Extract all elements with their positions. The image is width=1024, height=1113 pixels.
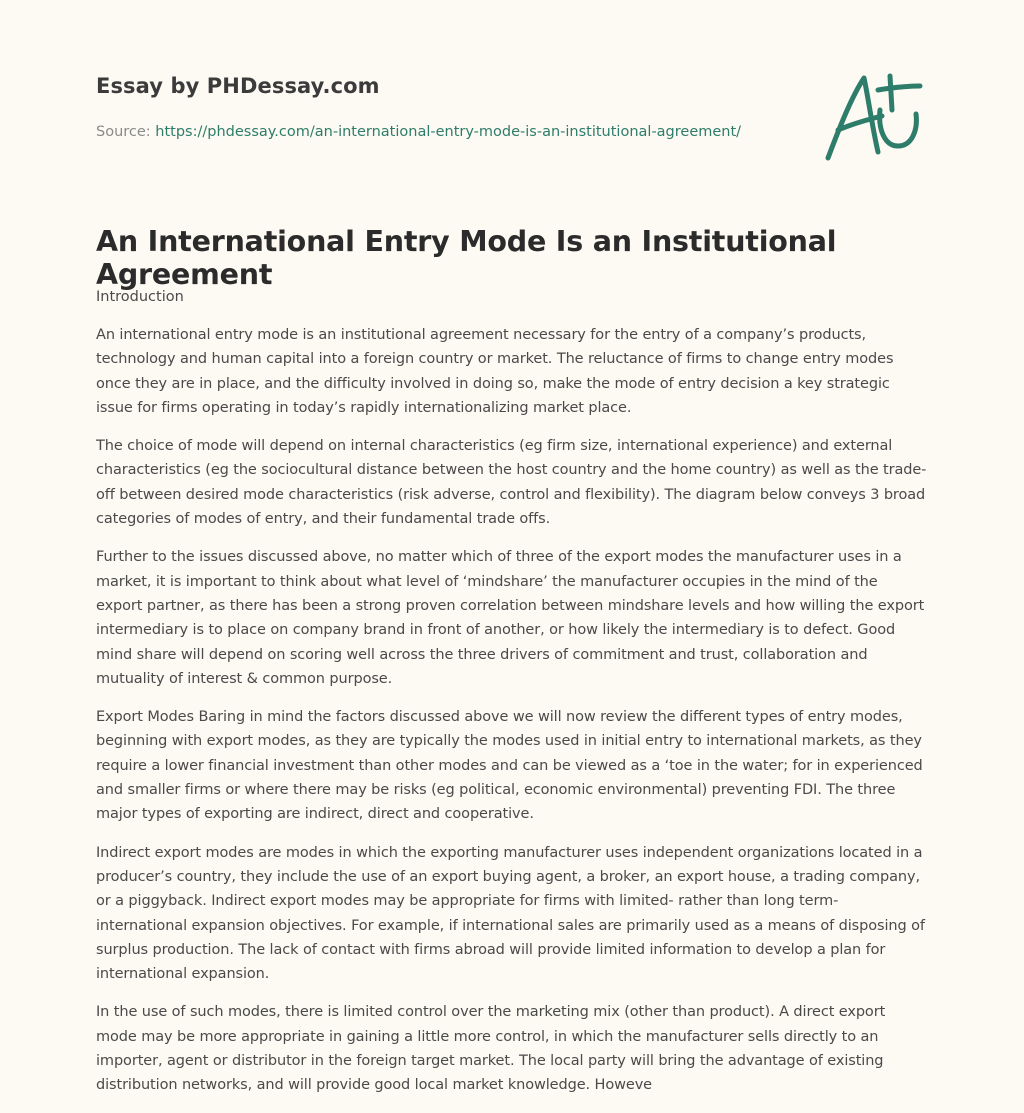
essay-title: An International Entry Mode Is an Institutional Agreement	[96, 225, 837, 291]
a-plus-logo-icon	[820, 66, 930, 166]
essay-paragraph: An international entry mode is an institutional agreement necessary for the entry of a company’s products, technology and human capital into a foreign country or market. The reluctance of firms to change entry modes once they are in place, and the difficulty involved in doing so, make the mode of entry decision a key strategic issue for firms operating in today’s rapidly internationalizing market place.	[96, 327, 894, 416]
essay-paragraph: The choice of mode will depend on internal characteristics (eg firm size, international experience) and external characteristics (eg the sociocultural distance between the host country and the home country) as well as the trade-off between desired mode characteristics (risk adverse, control and flexibility). The diagram below conveys 3 broad categories of modes of entry, and their fundamental trade offs.	[96, 438, 927, 528]
essay-paragraph: Further to the issues discussed above, no matter which of three of the export modes the manufacturer uses in a market, it is important to think about what level of ‘mindshare’ the manufacturer occupies in the mind of the export partner, as there has been a strong proven correlation between mindshare levels and how willing the export intermediary is to place on company brand in front of another, or how likely the intermediary is to defect. Good mind share will depend on scoring well across the three drivers of commitment and trust, collaboration and mutuality of interest & common purpose.	[96, 549, 925, 687]
essay-body	[96, 285, 928, 1112]
source-link[interactable]: https://phdessay.com/an-international-entry-mode-is-an-institutional-agreement/	[155, 124, 742, 140]
site-header	[96, 74, 796, 140]
source-label: Source:	[96, 124, 156, 140]
source-line	[96, 124, 741, 140]
essay-paragraph: In the use of such modes, there is limited control over the marketing mix (other than product). A direct export mode may be more appropriate in gaining a little more control, in which the manufacturer sells directly to an importer, agent or distributor in the foreign target market. The local party will bring the advantage of existing distribution networks, and will provide good local market knowledge. Howeve	[96, 1004, 886, 1094]
essay-paragraph: Indirect export modes are modes in which the exporting manufacturer uses independent organizations located in a producer’s country, they include the use of an export buying agent, a broker, an export house, a trading company, or a piggyback. Indirect export modes may be appropriate for firms with limited- rather than long term- international expansion objectives. For example, if international sales are primarily used as a means of disposing of surplus production. The lack of contact with firms abroad will provide limited information to develop a plan for international expansion.	[96, 844, 925, 983]
site-brand: Essay by PHDessay.com	[96, 74, 380, 98]
section-heading: Introduction	[96, 289, 184, 305]
essay-paragraph: Export Modes Baring in mind the factors discussed above we will now review the different types of entry modes, beginning with export modes, as they are typically the modes used in initial entry to international markets, as they require a lower financial investment than other modes and can be viewed as a ‘toe in the water; for in experienced and smaller firms or where there may be risks (eg political, economic environmental) preventing FDI. The three major types of exporting are indirect, direct and cooperative.	[96, 709, 923, 823]
